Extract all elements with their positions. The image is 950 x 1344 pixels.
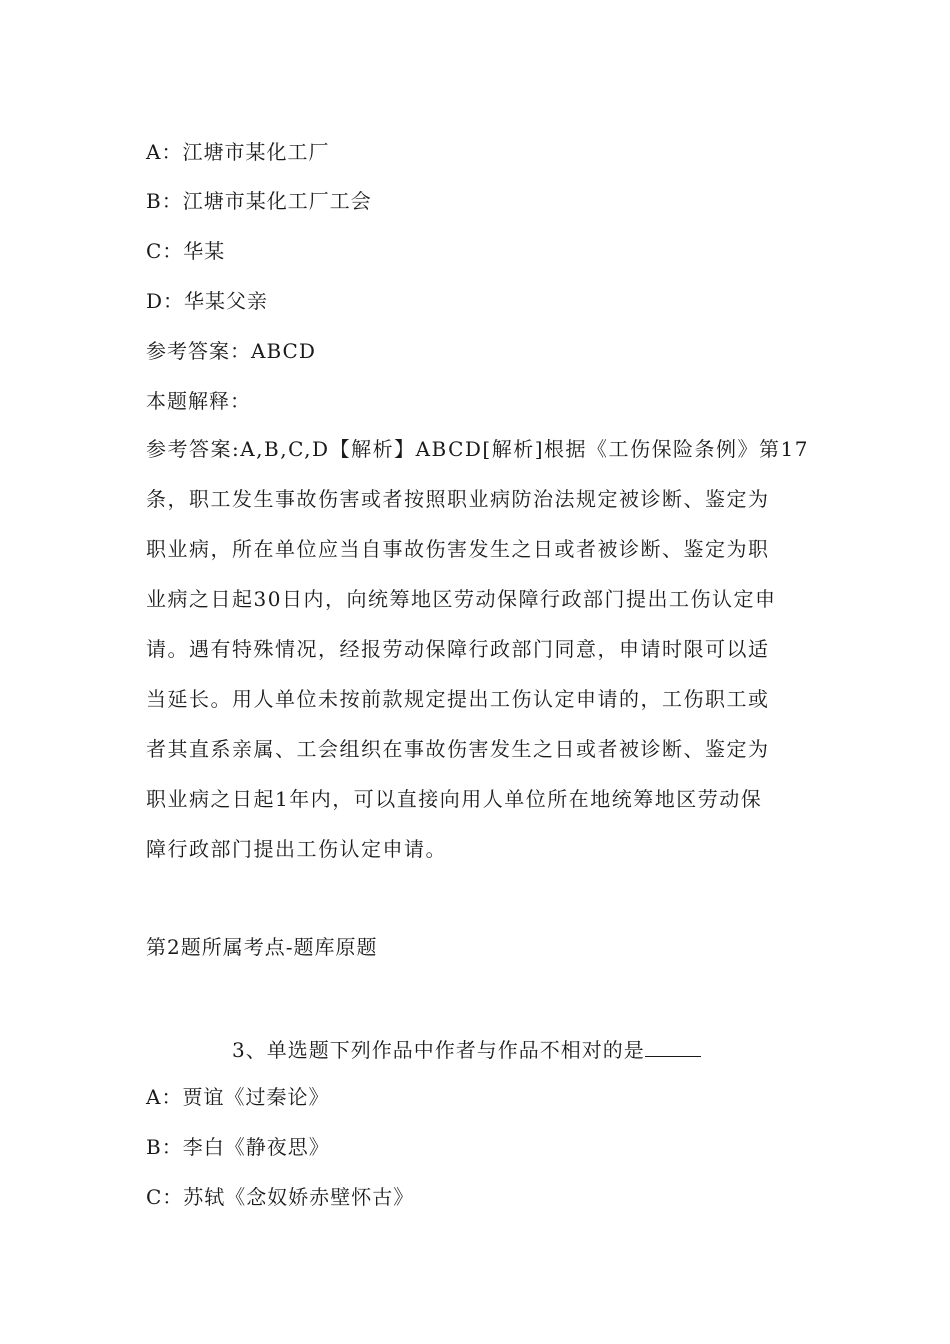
- explanation-line: 条，职工发生事故伤害或者按照职业病防治法规定被诊断、鉴定为: [146, 487, 770, 511]
- q3-title-text: 3、单选题下列作品中作者与作品不相对的是: [232, 1038, 645, 1062]
- explanation-line: 职业病之日起1年内，可以直接向用人单位所在地统筹地区劳动保: [146, 787, 763, 811]
- q3-option-a: A：贾谊《过秦论》: [146, 1085, 330, 1109]
- q3-option-c: C：苏轼《念奴娇赤壁怀古》: [146, 1185, 415, 1209]
- q2-option-c: C：华某: [146, 239, 226, 263]
- q2-option-d: D：华某父亲: [146, 289, 269, 313]
- q2-category: 第2题所属考点-题库原题: [146, 935, 378, 959]
- q2-explanation: [146, 424, 810, 874]
- q3-option-b: B：李白《静夜思》: [146, 1135, 330, 1159]
- answer-blank: [645, 1036, 701, 1057]
- explanation-line: 者其直系亲属、工会组织在事故伤害发生之日或者被诊断、鉴定为: [146, 737, 770, 761]
- q2-answer: 参考答案：ABCD: [146, 339, 316, 363]
- q2-explain-label: 本题解释：: [146, 389, 251, 413]
- explanation-line: 参考答案:A,B,C,D【解析】ABCD[解析]根据《工伤保险条例》第17: [146, 437, 809, 461]
- q3-title: [232, 1036, 701, 1064]
- q2-option-a: A：江塘市某化工厂: [146, 140, 330, 164]
- explanation-line: 当延长。用人单位未按前款规定提出工伤认定申请的，工伤职工或: [146, 687, 770, 711]
- q2-option-b: B：江塘市某化工厂工会: [146, 189, 372, 213]
- explanation-line: 职业病，所在单位应当自事故伤害发生之日或者被诊断、鉴定为职: [146, 537, 770, 561]
- explanation-line: 障行政部门提出工伤认定申请。: [146, 837, 447, 861]
- explanation-line: 请。遇有特殊情况，经报劳动保障行政部门同意，申请时限可以适: [146, 637, 770, 661]
- explanation-line: 业病之日起30日内，向统筹地区劳动保障行政部门提出工伤认定申: [146, 587, 777, 611]
